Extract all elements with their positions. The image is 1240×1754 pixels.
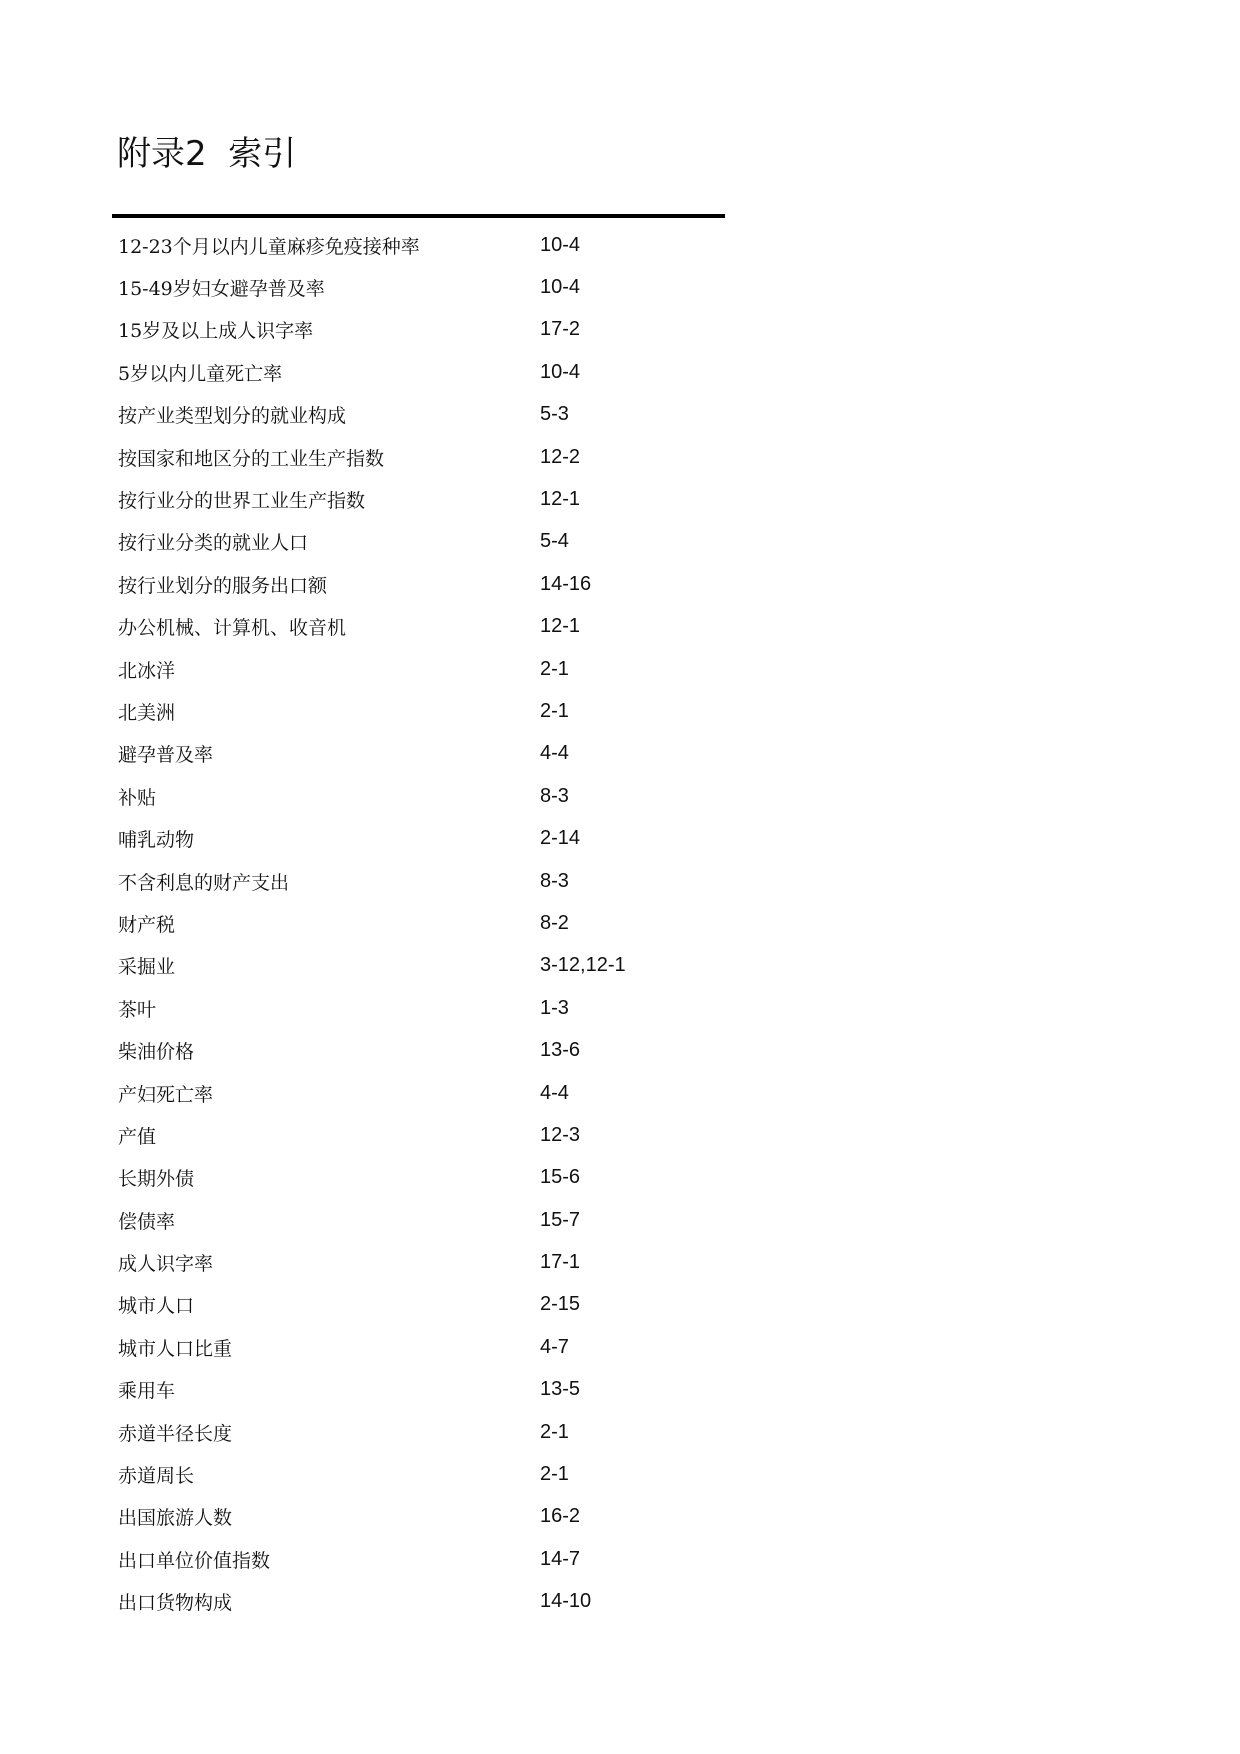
index-term: 赤道周长 <box>118 1465 195 1488</box>
index-page-ref: 4-4 <box>540 742 569 765</box>
index-entry <box>118 775 738 817</box>
index-page-ref: 2-1 <box>540 657 569 680</box>
index-entry <box>118 733 738 775</box>
index-term: 北美洲 <box>118 701 176 724</box>
index-page-ref: 10-4 <box>540 276 581 299</box>
index-entry <box>118 1369 738 1411</box>
index-page-ref: 16-2 <box>540 1505 581 1528</box>
index-entry <box>118 1241 738 1283</box>
index-entry <box>118 1114 738 1156</box>
index-term: 出口货物构成 <box>118 1592 233 1615</box>
index-term: 12-23个月以内儿童麻疹免疫接种率 <box>118 235 420 258</box>
index-page-ref: 5-4 <box>540 530 569 553</box>
index-entry <box>118 1072 738 1114</box>
index-entry <box>118 945 738 987</box>
index-entry <box>118 606 738 648</box>
index-term: 补贴 <box>118 786 157 809</box>
index-term: 偿债率 <box>118 1210 176 1233</box>
index-page-ref: 8-2 <box>540 911 569 934</box>
index-term: 赤道半径长度 <box>118 1422 233 1445</box>
index-term: 成人识字率 <box>118 1253 214 1276</box>
index-term: 按行业分的世界工业生产指数 <box>118 490 366 513</box>
index-term: 出口单位价值指数 <box>118 1549 271 1572</box>
index-term: 按国家和地区分的工业生产指数 <box>118 447 385 470</box>
index-entry <box>118 563 738 605</box>
index-entry <box>118 987 738 1029</box>
index-term: 产妇死亡率 <box>118 1083 214 1106</box>
index-page-ref: 14-10 <box>540 1590 592 1613</box>
index-list <box>118 224 738 1623</box>
index-term: 乘用车 <box>118 1380 176 1403</box>
index-page-ref: 14-7 <box>540 1547 581 1570</box>
index-entry <box>118 1453 738 1495</box>
index-page-ref: 8-3 <box>540 869 569 892</box>
index-entry <box>118 1411 738 1453</box>
index-entry <box>118 1199 738 1241</box>
index-page-ref: 8-3 <box>540 784 569 807</box>
index-term: 办公机械、计算机、收音机 <box>118 617 347 640</box>
index-page-ref: 2-1 <box>540 1420 569 1443</box>
index-term: 城市人口比重 <box>118 1337 233 1360</box>
index-page-ref: 5-3 <box>540 403 569 426</box>
index-entry <box>118 860 738 902</box>
index-term: 15岁及以上成人识字率 <box>118 320 314 343</box>
index-entry <box>118 309 738 351</box>
index-term: 北冰洋 <box>118 659 176 682</box>
index-page-ref: 2-1 <box>540 699 569 722</box>
index-entry <box>118 436 738 478</box>
index-term: 财产税 <box>118 913 176 936</box>
index-term: 5岁以内儿童死亡率 <box>118 362 283 385</box>
index-page-ref: 13-5 <box>540 1378 581 1401</box>
index-page-ref: 12-1 <box>540 615 581 638</box>
index-entry <box>118 521 738 563</box>
index-term: 不含利息的财产支出 <box>118 871 290 894</box>
index-term: 茶叶 <box>118 998 157 1021</box>
index-term: 柴油价格 <box>118 1041 195 1064</box>
index-term: 产值 <box>118 1125 157 1148</box>
index-page-ref: 2-1 <box>540 1463 569 1486</box>
index-page-ref: 17-2 <box>540 318 581 341</box>
index-term: 城市人口 <box>118 1295 195 1318</box>
page-title: 附录2 索引 <box>117 134 297 174</box>
index-page-ref: 12-3 <box>540 1123 581 1146</box>
index-page-ref: 1-3 <box>540 996 569 1019</box>
header-rule <box>112 214 725 218</box>
index-entry <box>118 351 738 393</box>
index-entry <box>118 1029 738 1071</box>
index-page-ref: 10-4 <box>540 360 581 383</box>
index-page-ref: 12-2 <box>540 445 581 468</box>
index-page-ref: 15-6 <box>540 1166 581 1189</box>
index-term: 按行业划分的服务出口额 <box>118 574 328 597</box>
index-entry <box>118 266 738 308</box>
index-page-ref: 4-7 <box>540 1335 569 1358</box>
index-term: 15-49岁妇女避孕普及率 <box>118 278 325 301</box>
index-term: 按产业类型划分的就业构成 <box>118 405 347 428</box>
index-entry <box>118 1326 738 1368</box>
index-term: 按行业分类的就业人口 <box>118 532 309 555</box>
index-term: 出国旅游人数 <box>118 1507 233 1530</box>
index-page-ref: 2-15 <box>540 1293 581 1316</box>
index-entry <box>118 224 738 266</box>
index-entry <box>118 817 738 859</box>
index-entry <box>118 690 738 732</box>
index-page-ref: 12-1 <box>540 488 581 511</box>
index-entry <box>118 478 738 520</box>
index-entry <box>118 1538 738 1580</box>
index-term: 避孕普及率 <box>118 744 214 767</box>
index-page-ref: 17-1 <box>540 1251 581 1274</box>
index-page-ref: 2-14 <box>540 827 581 850</box>
index-page-ref: 15-7 <box>540 1208 581 1231</box>
index-page-ref: 14-16 <box>540 572 592 595</box>
index-entry <box>118 1496 738 1538</box>
index-entry <box>118 902 738 944</box>
index-entry <box>118 1284 738 1326</box>
index-entry <box>118 1157 738 1199</box>
index-entry <box>118 1581 738 1623</box>
index-term: 长期外债 <box>118 1168 195 1191</box>
index-page-ref: 4-4 <box>540 1081 569 1104</box>
index-page-ref: 13-6 <box>540 1039 581 1062</box>
index-entry <box>118 394 738 436</box>
index-entry <box>118 648 738 690</box>
index-page-ref: 3-12,12-1 <box>540 954 626 977</box>
index-term: 哺乳动物 <box>118 829 195 852</box>
index-term: 采掘业 <box>118 956 176 979</box>
index-page-ref: 10-4 <box>540 233 581 256</box>
